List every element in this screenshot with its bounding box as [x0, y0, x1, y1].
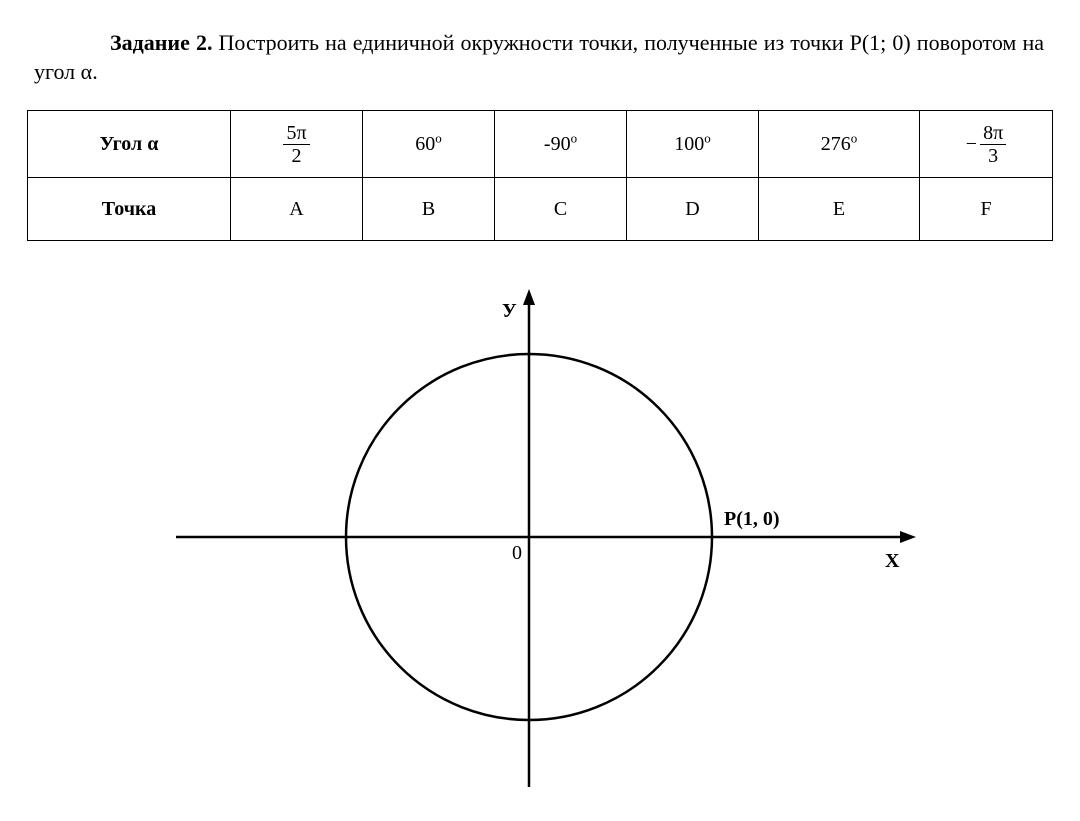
angle-row-header: Угол α — [28, 111, 231, 178]
point-cell: E — [759, 178, 920, 241]
angle-value: 100 — [674, 132, 705, 155]
point-cell: F — [920, 178, 1053, 241]
y-axis-arrow — [523, 289, 535, 305]
fraction-denominator: 3 — [988, 144, 999, 167]
y-axis-label: У — [502, 300, 517, 322]
task-title: Задание 2. — [110, 30, 213, 55]
degree-mark: o — [570, 129, 578, 145]
angle-value: 276 — [820, 132, 851, 155]
task-text-line2: P(1; 0) поворотом на угол α. — [34, 30, 1044, 84]
point-row-header: Точка — [28, 178, 231, 241]
x-axis-label: Х — [885, 550, 900, 572]
fraction-numerator: 8π — [980, 122, 1006, 145]
fraction-denominator: 2 — [291, 144, 302, 167]
minus-sign: − — [965, 132, 978, 155]
degree-mark: o — [435, 129, 442, 145]
point-cell: B — [363, 178, 495, 241]
x-axis-arrow — [900, 531, 916, 543]
point-cell: A — [231, 178, 363, 241]
origin-label: 0 — [512, 542, 522, 564]
angle-value: -90 — [543, 132, 571, 155]
point-p-label: P(1, 0) — [724, 508, 780, 530]
point-cell: D — [627, 178, 759, 241]
fraction-numerator: 5π — [283, 122, 309, 145]
task-text-line1: Построить на единичной окружности точки, полученные из точки — [218, 30, 844, 55]
angle-value: 60 — [415, 132, 436, 155]
degree-mark: o — [704, 129, 711, 145]
degree-mark: o — [850, 129, 858, 145]
point-cell: C — [495, 178, 627, 241]
